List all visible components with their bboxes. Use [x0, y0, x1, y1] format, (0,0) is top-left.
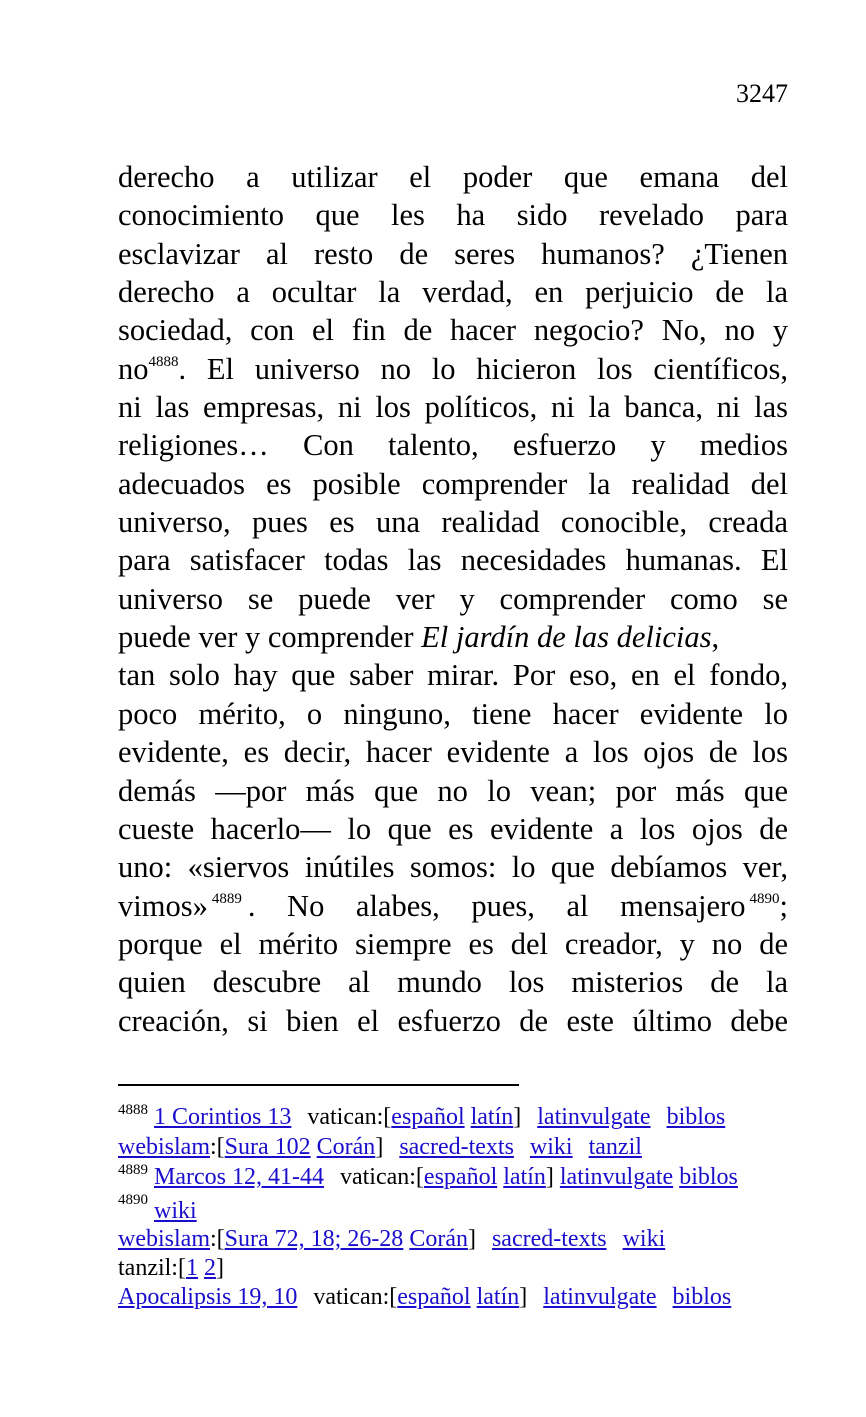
- body-text: . El universo no lo hicieron los científicos,: [178, 351, 788, 386]
- link-latinvulgate[interactable]: latinvulgate: [559, 1164, 674, 1190]
- link-vatican-espanol[interactable]: español: [397, 1284, 471, 1310]
- body-text: mensajero: [620, 888, 746, 923]
- body-line: evidente, es decir, hacer evidente a los ojos de los: [118, 735, 788, 770]
- footnote-separator: [118, 1084, 519, 1086]
- bracket-close: ]: [215, 1255, 224, 1281]
- link-sura-102[interactable]: Sura 102: [224, 1134, 311, 1160]
- footnote-4890-apocalipsis: [118, 1282, 798, 1312]
- link-wiki[interactable]: wiki: [529, 1134, 573, 1160]
- body-line: esclavizar al resto de seres humanos? ¿Tienen: [118, 236, 788, 271]
- bracket-open: :[: [209, 1226, 225, 1252]
- footnote-4890-cont: [118, 1224, 798, 1254]
- bracket-close: ]: [519, 1284, 528, 1310]
- body-text: [248, 887, 746, 925]
- bracket-close: ]: [513, 1104, 522, 1130]
- link-wiki[interactable]: wiki: [622, 1226, 666, 1252]
- body-line: demás —por más que no lo vean; por más que: [118, 773, 788, 808]
- body-line: para satisfacer todas las necesidades humanas. El: [118, 543, 788, 578]
- footnote-4889: [118, 1162, 798, 1192]
- artwork-title: El jardín de las delicias: [421, 620, 712, 655]
- link-vatican-espanol[interactable]: español: [391, 1104, 465, 1130]
- link-tanzil-2[interactable]: 2: [203, 1255, 216, 1281]
- bracket-open: :[: [209, 1134, 225, 1160]
- body-line: uno: «siervos inútiles somos: lo que debíamos ver,: [118, 850, 788, 885]
- body-text: al: [566, 888, 589, 923]
- link-vatican-espanol[interactable]: español: [423, 1164, 498, 1190]
- footnote-4890-tanzil: [118, 1254, 798, 1282]
- link-biblos[interactable]: biblos: [679, 1164, 738, 1190]
- page-number: 3247: [736, 79, 788, 108]
- body-line: poco mérito, o ninguno, tiene hacer evidente lo: [118, 696, 788, 731]
- body-line: derecho a ocultar la verdad, en perjuicio de la: [118, 275, 788, 310]
- link-coran[interactable]: Corán: [316, 1134, 376, 1160]
- link-vatican-latin[interactable]: latín: [476, 1284, 520, 1310]
- body-line: tan solo hay que saber mirar. Por eso, en el fondo,: [118, 658, 788, 693]
- body-line: adecuados es posible comprender la realidad del: [118, 466, 788, 501]
- body-text: vimos»: [118, 888, 208, 923]
- bracket-close: ]: [545, 1164, 554, 1190]
- body-line: [118, 618, 788, 656]
- body-line: universo, pues es una realidad conocible, creada: [118, 505, 788, 540]
- footnote-4888: [118, 1102, 798, 1132]
- footnote-number: 4890: [118, 1192, 148, 1208]
- link-latinvulgate[interactable]: latinvulgate: [543, 1284, 657, 1310]
- body-text: alabes,: [355, 888, 440, 923]
- link-tanzil[interactable]: tanzil: [588, 1134, 642, 1160]
- link-apocalipsis-19-10[interactable]: Apocalipsis 19, 10: [118, 1284, 298, 1310]
- body-line: cueste hacerlo— lo que es evidente a los ojos de: [118, 811, 788, 846]
- body-paragraph: [118, 158, 788, 1040]
- body-text: No: [287, 888, 325, 923]
- body-text: .: [247, 888, 256, 923]
- link-webislam[interactable]: webislam: [118, 1226, 210, 1252]
- body-text: puede ver y comprender: [118, 620, 422, 655]
- footnote-4890: [118, 1192, 798, 1224]
- bracket-close: ]: [375, 1134, 384, 1160]
- tanzil-label: tanzil:[: [118, 1255, 186, 1281]
- bracket-close: ]: [467, 1226, 476, 1252]
- body-line: quien descubre al mundo los misterios de la: [118, 965, 788, 1000]
- link-vatican-latin[interactable]: latín: [470, 1104, 514, 1130]
- link-sura-72[interactable]: Sura 72, 18; 26-28: [224, 1226, 404, 1252]
- link-biblos[interactable]: biblos: [672, 1284, 732, 1310]
- link-coran[interactable]: Corán: [409, 1226, 468, 1252]
- body-line: conocimiento que les ha sido revelado para: [118, 198, 788, 233]
- link-wiki[interactable]: wiki: [154, 1198, 197, 1224]
- body-text: ,: [711, 620, 720, 655]
- body-text: ;: [779, 888, 788, 923]
- footnote-ref-4888[interactable]: 4888: [148, 353, 179, 370]
- link-biblos[interactable]: biblos: [666, 1104, 726, 1130]
- footnote-ref-4890[interactable]: 4890: [749, 890, 780, 907]
- vatican-label: vatican:[: [307, 1104, 392, 1130]
- footnote-number: 4888: [118, 1102, 148, 1118]
- body-line: creación, si bien el esfuerzo de este último debe: [118, 1003, 788, 1038]
- link-1-corintios-13[interactable]: 1 Corintios 13: [154, 1104, 292, 1130]
- body-line: universo se puede ver y comprender como se: [118, 581, 788, 616]
- footnote-number: 4889: [118, 1162, 148, 1178]
- footnote-ref-4889[interactable]: 4889: [211, 890, 242, 907]
- footnotes: [118, 1102, 798, 1312]
- vatican-label: vatican:[: [339, 1164, 424, 1190]
- body-text: [118, 887, 242, 925]
- vatican-label: vatican:[: [313, 1284, 398, 1310]
- body-line: [118, 350, 788, 388]
- link-sacred-texts[interactable]: sacred-texts: [491, 1226, 607, 1252]
- link-tanzil-1[interactable]: 1: [185, 1255, 198, 1281]
- body-line: religiones… Con talento, esfuerzo y medios: [118, 428, 788, 463]
- body-line: [118, 887, 788, 925]
- footnote-4888-cont: [118, 1132, 798, 1162]
- link-webislam[interactable]: webislam: [118, 1134, 210, 1160]
- body-text: no: [118, 351, 149, 386]
- body-line: porque el mérito siempre es del creador, y no de: [118, 926, 788, 961]
- body-text: [746, 887, 788, 925]
- link-vatican-latin[interactable]: latín: [503, 1164, 546, 1190]
- link-sacred-texts[interactable]: sacred-texts: [399, 1134, 514, 1160]
- body-line: ni las empresas, ni los políticos, ni la banca, ni las: [118, 390, 788, 425]
- link-latinvulgate[interactable]: latinvulgate: [537, 1104, 651, 1130]
- link-marcos-12[interactable]: Marcos 12, 41-44: [154, 1164, 324, 1190]
- body-line: sociedad, con el fin de hacer negocio? No, no y: [118, 313, 788, 348]
- body-text: pues,: [471, 888, 535, 923]
- body-line: derecho a utilizar el poder que emana del: [118, 160, 788, 194]
